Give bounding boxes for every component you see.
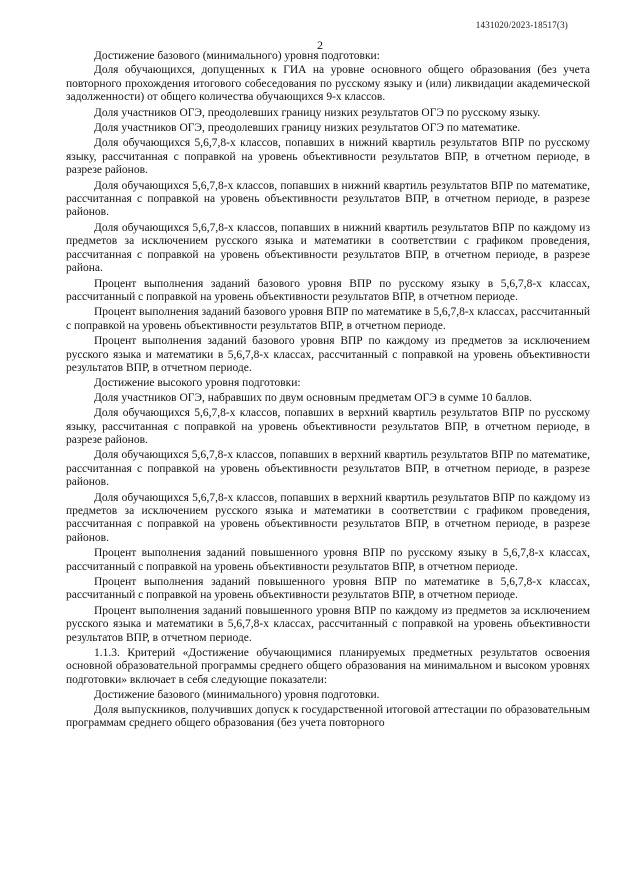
paragraph: Процент выполнения заданий повышенного уровня ВПР по русскому языку в 5,6,7,8-х классах, рассчитанный с поправкой на уровень объективности результатов ВПР, в отчетном периоде. <box>66 547 590 573</box>
paragraph: Доля обучающихся 5,6,7,8-х классов, попавших в верхний квартиль результатов ВПР по математике, рассчитанная с поправкой на уровень объективности результатов ВПР, в отчетном периоде, в разрезе районов. <box>66 449 590 489</box>
paragraph: Процент выполнения заданий базового уровня ВПР по русскому языку в 5,6,7,8-х классах, рассчитанный с поправкой на уровень объективности результатов ВПР, в отчетном периоде. <box>66 277 590 303</box>
paragraph: Доля обучающихся 5,6,7,8-х классов, попавших в нижний квартиль результатов ВПР по математике, рассчитанная с поправкой на уровень объективности результатов ВПР, в отчетном периоде, в разрезе районов. <box>66 179 590 219</box>
paragraph: Доля участников ОГЭ, набравших по двум основным предметам ОГЭ в сумме 10 баллов. <box>94 391 533 404</box>
paragraph: Доля выпускников, получивших допуск к государственной итоговой аттестации по образовательным программам среднего общего образования (без учета повторного <box>66 703 590 730</box>
paragraph: Доля обучающихся 5,6,7,8-х классов, попавших в верхний квартиль результатов ВПР по русскому языку, рассчитанная с поправкой на уровень объективности результатов ВПР, в отчетном периоде, в разрезе районов. <box>66 407 590 446</box>
section-heading-high-level: Достижение высокого уровня подготовки: <box>94 377 301 390</box>
paragraph: Доля обучающихся, допущенных к ГИА на уровне основного общего образования (без учета повторного прохождения итогового собеседования по русскому языку и (или) ликвидации академической задолженности) от общего количества обучающихся 9-х классов. <box>66 64 590 104</box>
paragraph: Доля обучающихся 5,6,7,8-х классов, попавших в нижний квартиль результатов ВПР по русскому языку, рассчитанная с поправкой на уровень объективности результатов ВПР, в отчетном периоде, в разрезе районов. <box>66 137 590 177</box>
paragraph: Доля участников ОГЭ, преодолевших границу низких результатов ОГЭ по русскому языку. <box>94 106 541 119</box>
criterion-paragraph: 1.1.3. Критерий «Достижение обучающимися планируемых предметных результатов освоения основной образовательной программы среднего общего образования на минимальном и высоком уровнях подготовки» включает в себя следующие показатели: <box>66 647 590 686</box>
paragraph: Процент выполнения заданий базового уровня ВПР по каждому из предметов за исключением русского языка и математики в 5,6,7,8-х классах, рассчитанный с поправкой на уровень объективности результатов ВПР, в отчетном периоде. <box>66 335 590 374</box>
section-heading-basic-level-secondary: Достижение базового (минимального) уровня подготовки. <box>94 689 380 702</box>
paragraph: Доля обучающихся 5,6,7,8-х классов, попавших в нижний квартиль результатов ВПР по каждому из предметов за исключением русского языка и математики в соответствии с графиком проведения, рассчитанная с поправкой на уровень объективности результатов ВПР, в отчетном периоде, в разрезе района. <box>66 221 590 275</box>
paragraph: Доля обучающихся 5,6,7,8-х классов, попавших в верхний квартиль результатов ВПР по каждому из предметов за исключением русского языка и математики в соответствии с графиком проведения, рассчитанная с поправкой на уровень объективности результатов ВПР, в отчетном периоде, в разрезе районов. <box>66 491 590 544</box>
page-number: 2 <box>317 38 323 52</box>
paragraph: Процент выполнения заданий повышенного уровня ВПР по каждому из предметов за исключением русского языка и математики в 5,6,7,8-х классах, рассчитанный с поправкой на уровень объективности результатов ВПР, в отчетном периоде. <box>66 604 590 644</box>
document-number: 1431020/2023-18517(3) <box>475 20 568 30</box>
document-body <box>66 50 590 733</box>
paragraph: Процент выполнения заданий базового уровня ВПР по математике в 5,6,7,8-х классах, рассчитанный с поправкой на уровень объективности результатов ВПР, в отчетном периоде. <box>66 306 590 332</box>
paragraph: Процент выполнения заданий повышенного уровня ВПР по математике в 5,6,7,8-х классах, рассчитанный с поправкой на уровень объективности результатов ВПР, в отчетном периоде. <box>66 576 590 602</box>
section-heading-basic-level: Достижение базового (минимального) уровня подготовки: <box>94 50 380 62</box>
paragraph: Доля участников ОГЭ, преодолевших границу низких результатов ОГЭ по математике. <box>94 122 521 135</box>
